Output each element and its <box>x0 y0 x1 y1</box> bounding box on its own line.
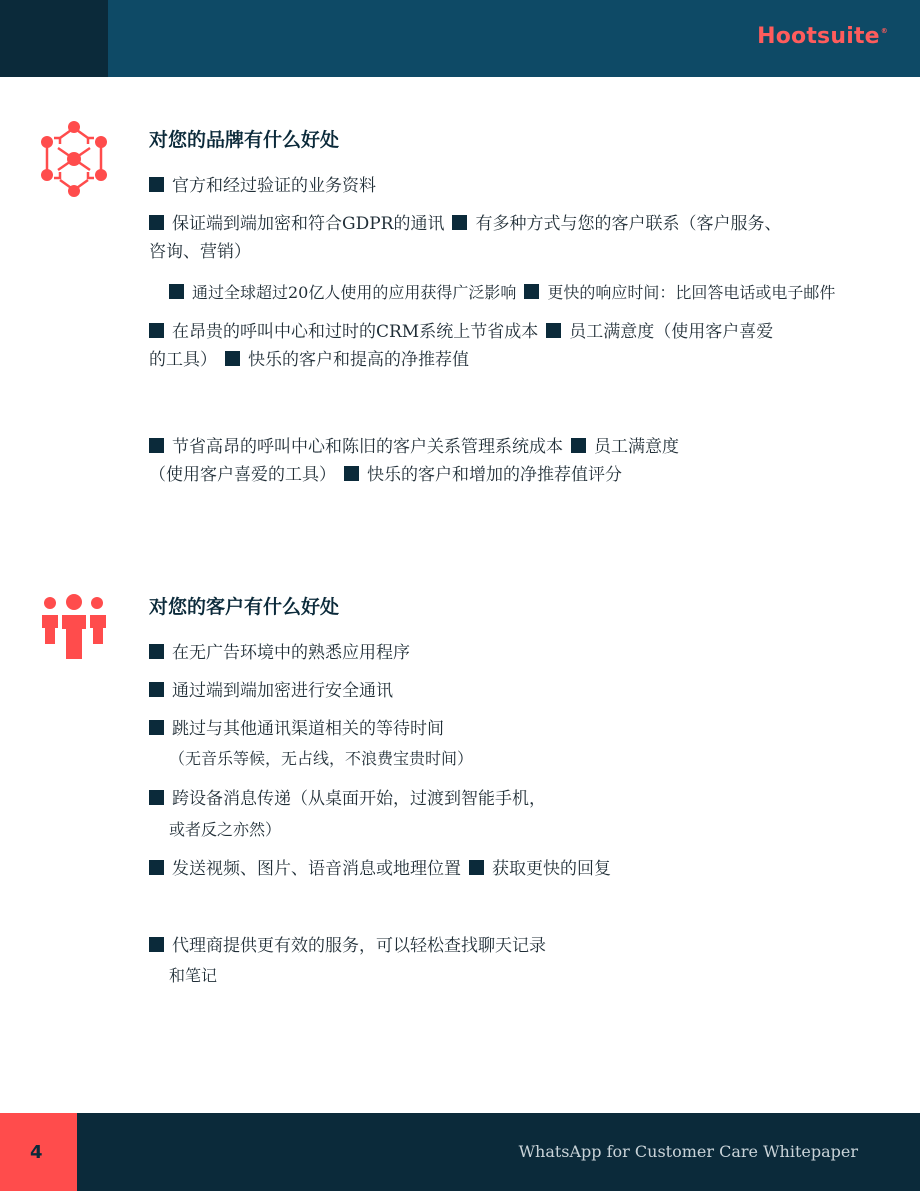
bullet-square <box>452 215 467 230</box>
footer-bar <box>0 1113 920 1191</box>
brand-bullet-2: 保证端到端加密和符合GDPR的通讯 有多种方式与您的客户联系（客户服务、 <box>149 209 781 234</box>
customer-bullet-6: 代理商提供更有效的服务，可以轻松查找聊天记录 <box>149 931 546 956</box>
bullet-square <box>149 644 164 659</box>
customer-bullet-6-cont: 和笔记 <box>169 966 218 985</box>
customer-bullet-5: 发送视频、图片、语音消息或地理位置 获取更快的回复 <box>149 854 611 879</box>
bullet-square <box>344 466 359 481</box>
brand-bullet-4: 在昂贵的呼叫中心和过时的CRM系统上节省成本 员工满意度（使用客户喜爱 <box>149 317 773 342</box>
bullet-square <box>149 177 164 192</box>
brand-bullet-2-cont: 咨询、营销） <box>149 242 251 262</box>
bullet-square <box>149 790 164 805</box>
brand-bullet-3: 通过全球超过20亿人使用的应用获得广泛影响 更快的响应时间：比回答电话或电子邮件 <box>169 280 835 303</box>
bullet-square <box>149 682 164 697</box>
bullet-square <box>149 860 164 875</box>
header-dark-block <box>0 0 108 77</box>
bullet-square <box>169 284 184 299</box>
bullet-square <box>149 438 164 453</box>
header-bar <box>0 0 920 77</box>
page-number: 4 <box>30 1142 43 1163</box>
customer-bullet-3: 跳过与其他通讯渠道相关的等待时间 <box>149 714 444 739</box>
bullet-square <box>571 438 586 453</box>
customer-bullet-1: 在无广告环境中的熟悉应用程序 <box>149 638 410 663</box>
bullet-square <box>149 720 164 735</box>
bullet-square <box>469 860 484 875</box>
page-number-box <box>0 1113 77 1191</box>
customer-bullet-3-cont: （无音乐等候，无占线，不浪费宝贵时间） <box>169 749 474 768</box>
customer-bullet-2: 通过端到端加密进行安全通讯 <box>149 676 393 701</box>
customer-benefits-heading: 对您的客户有什么好处 <box>149 596 340 618</box>
people-group-icon <box>40 592 110 662</box>
bullet-square <box>524 284 539 299</box>
customer-bullet-4-cont: 或者反之亦然） <box>169 820 282 839</box>
bullet-square <box>546 323 561 338</box>
brand-bullet-5-cont: （使用客户喜爱的工具） 快乐的客户和增加的净推荐值评分 <box>149 465 622 485</box>
brand-bullet-1: 官方和经过验证的业务资料 <box>149 171 376 196</box>
network-nodes-icon <box>38 120 112 198</box>
bullet-square <box>149 215 164 230</box>
bullet-square <box>149 937 164 952</box>
customer-bullet-4: 跨设备消息传递（从桌面开始，过渡到智能手机， <box>149 784 546 809</box>
bullet-square <box>149 323 164 338</box>
brand-bullet-4-cont: 的工具） 快乐的客户和提高的净推荐值 <box>149 350 469 370</box>
brand-benefits-heading: 对您的品牌有什么好处 <box>149 129 340 151</box>
bullet-square <box>225 351 240 366</box>
hootsuite-logo: Hootsuite® <box>757 24 888 49</box>
document-title: WhatsApp for Customer Care Whitepaper <box>518 1142 858 1161</box>
brand-bullet-5: 节省高昂的呼叫中心和陈旧的客户关系管理系统成本 员工满意度 <box>149 432 679 457</box>
